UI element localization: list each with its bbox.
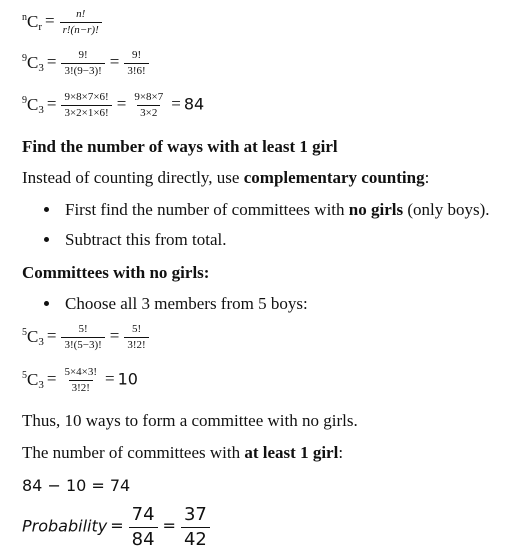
bullet-icon	[44, 301, 49, 306]
formula-numerator: n!	[76, 8, 86, 20]
bullet-icon	[44, 237, 49, 242]
fraction-a	[61, 49, 104, 78]
bold-text: no girls	[348, 200, 404, 219]
denominator: 3!(5−3)!	[61, 337, 104, 352]
list-item	[44, 294, 308, 314]
sup-9: 9	[22, 53, 27, 64]
probability-label: Probability	[22, 516, 108, 536]
fraction-a	[61, 91, 111, 120]
bold-text: complementary counting	[243, 168, 425, 187]
paragraph-complementary	[22, 168, 429, 188]
numerator: 9!	[131, 49, 142, 61]
heading-text: Committees with no girls:	[22, 263, 210, 282]
denominator: 3!2!	[69, 380, 93, 395]
bold-text: at least 1 girl	[244, 443, 339, 462]
formula-fraction	[60, 8, 102, 37]
list-item	[44, 200, 490, 220]
heading-at-least-one-girl	[22, 137, 338, 157]
equation-9c3-step2: $^9C_3$ = $\frac{9\times 8\times 7\times 6!}{3\times 2\times 1\times 6!}$ = $\frac{9\times 8\times 7}{3\times 2}$ = 84	[22, 91, 205, 119]
formula-n: n	[22, 12, 27, 23]
denominator: 3!(9−3)!	[61, 63, 104, 78]
text: (only boys).	[403, 200, 490, 219]
fraction-a	[61, 323, 104, 352]
formula-c: C	[27, 12, 39, 31]
numerator: 9×8×7	[134, 91, 164, 103]
result-10: 10	[117, 369, 138, 389]
paragraph-at-least-one	[22, 443, 343, 463]
numerator: 74	[131, 504, 155, 525]
numerator: 5!	[78, 323, 88, 335]
result-84: 84	[183, 94, 205, 114]
sup-5: 5	[22, 327, 27, 338]
heading-text: Find the number of ways with at least 1 girl	[22, 137, 338, 156]
denominator: 3!2!	[124, 337, 148, 352]
sub-3: 3	[38, 336, 44, 348]
equation-9c3-step1: $^9C_3$ = $\frac{9!}{3!(9-3)!}$ = $\frac{9!}{3!6!}$	[22, 49, 151, 78]
fraction-a	[61, 366, 100, 395]
heading-no-girls	[22, 263, 209, 283]
sub-3: 3	[38, 62, 44, 74]
denominator: 3×2×1×6!	[61, 105, 111, 120]
calculation	[22, 476, 130, 495]
formula-denominator: r!(n−r)!	[60, 22, 102, 37]
text: First find the number of committees with	[65, 200, 349, 219]
combination-formula: $^nC_r$ = $\frac{n!}{r!(n-r)!}$	[22, 8, 104, 37]
text: Instead of counting directly, use	[22, 168, 244, 187]
equation-5c3-step1: $^5C_3$ = $\frac{5!}{3!(5-3)!}$ = $\frac{5!}{3!2!}$	[22, 323, 151, 352]
numerator: 9×8×7×6!	[64, 91, 109, 103]
bullet-icon	[44, 207, 49, 212]
equation-5c3-step2: $^5C_3$ = $\frac{5\times 4\times 3!}{3!2!}$ = 10	[22, 366, 138, 394]
paragraph-ten-ways	[22, 411, 358, 431]
fraction-b	[131, 91, 166, 120]
probability-equation: Probability = $\frac{74}{84}$ = $\frac{37}{42}$	[22, 504, 212, 551]
text: Subtract this from total.	[65, 230, 227, 249]
fraction-b	[124, 323, 148, 352]
denominator: 3!6!	[124, 63, 148, 78]
text: :	[338, 443, 344, 462]
text: :	[424, 168, 430, 187]
fraction-b	[124, 49, 148, 78]
text: Thus, 10 ways to form a committee with no girls.	[22, 411, 358, 430]
fraction-37-42	[181, 504, 210, 551]
text: Choose all 3 members from 5 boys:	[65, 294, 308, 313]
sup-9: 9	[22, 95, 27, 106]
denominator: 84	[129, 527, 158, 551]
sub-3: 3	[38, 379, 44, 391]
list-item	[44, 230, 226, 250]
numerator: 37	[183, 504, 207, 525]
fraction-74-84	[129, 504, 158, 551]
calc-text: 84 − 10 = 74	[22, 476, 131, 495]
text: The number of committees with	[22, 443, 245, 462]
sup-5: 5	[22, 370, 27, 381]
numerator: 9!	[78, 49, 88, 61]
numerator: 5×4×3!	[64, 366, 98, 378]
numerator: 5!	[131, 323, 142, 335]
denominator: 42	[181, 527, 210, 551]
sub-3: 3	[38, 104, 44, 116]
formula-r: r	[38, 21, 43, 33]
denominator: 3×2	[137, 105, 160, 120]
